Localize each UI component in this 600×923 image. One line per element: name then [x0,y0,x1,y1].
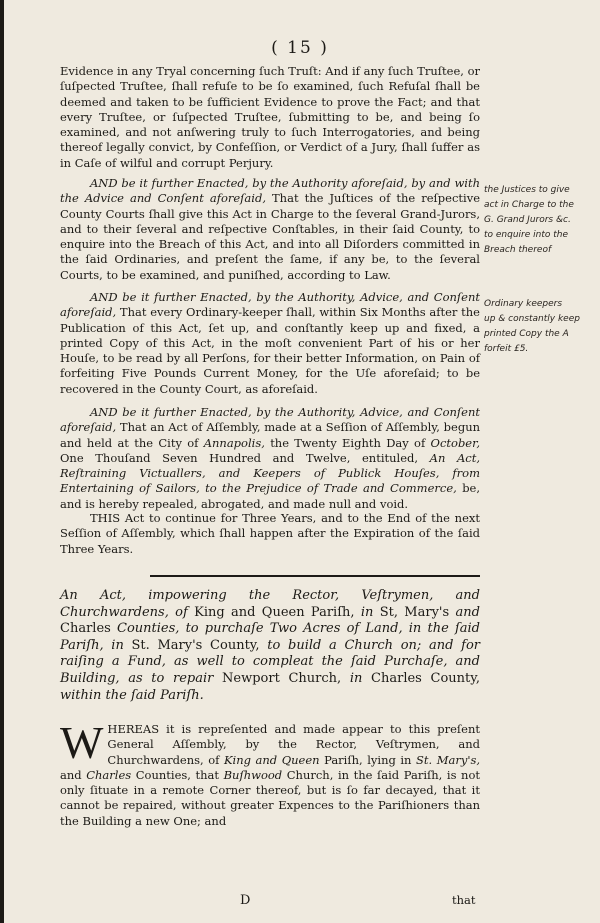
enacting-clause: AND be it further Enacted, by the Authority, Advice, and Conſent aforeſaid, [60,405,480,435]
binding-edge [0,0,4,923]
small-caps-lead: HEREAS [107,722,160,736]
parish-name: King and Queen [223,752,320,767]
enacting-clause: AND be it further Enacted, by the Authority, Advice, and Conſent aforeſaid, [60,290,480,320]
county-name: St. Mary's County, [131,637,260,653]
paragraph-text: Church, in the ſaid Pariſh, is not only ſituate in a remote Corner thereof, but is ſo far decayed, that it cannot be repaired, without greater Expences to the Pariſhioners than the Building a new One; and [60,767,480,828]
paragraph-continuance [60,511,480,557]
paragraph-whereas [60,717,481,829]
margin-note-line: act in Charge to the [484,200,574,210]
paragraph-repeal [60,405,480,512]
heading-text: within the ſaid Pariſh. [60,687,204,703]
paragraph-text: be, and is hereby repealed, abrogated, and made null and void. [60,481,481,511]
enacting-clause: AND be it further Enacted, by the Authority aforeſaid, by and with the Advice and Conſent aforeſaid, [60,176,480,206]
handwritten-margin-note-ordinary [484,297,598,357]
paragraph-text: it is repreſented and made appear to this preſent General Aſſembly, by the Rector, Veſtrymen, and Churchwardens, of [107,722,481,767]
paragraph-ordinary-keeper [60,290,480,397]
page-number: ( 15 ) [271,38,329,58]
paragraph-text: That every Ordinary-keeper ſhall, within Six Months after the Publication of this Act, ſet up, and conſtantly keep up and fixed, a printed Copy of this Act, in the moſt convenient Part of his or her Houſe, to be read by all Perſons, for their better Information, on Pain of forfeiting Five Pounds Current Money, for the Uſe aforeſaid; to be recovered in the County Court, as aforeſaid. [60,305,480,396]
margin-note-line: the Justices to give [484,185,570,195]
county-name: St. Mary's, [416,752,481,767]
paragraph-text: That an Act of Aſſembly, made at a Seſſion of Aſſembly, begun and held at the City of [60,420,481,450]
margin-note-line: up & constantly keep [484,314,580,324]
county-name: Charles [60,621,111,637]
city-name: Annapolis, [203,435,265,450]
margin-note-line: printed Copy the A [484,329,569,339]
paragraph-text: That the Juſtices of the reſpective County Courts ſhall give this Act in Charge to the ſeveral Grand-Jurors, and to their ſeveral and reſpective Conſtables, in their ſaid County, to enquire into the Breach of this Act, and into all Diſorders committed in the ſaid Ordinaries, and preſent the ſame, if any be, to the ſeveral Courts, to be examined, and puniſhed, according to Law. [60,191,480,282]
parish-name: King and Queen Pariſh, [194,604,355,620]
heading-text: in [349,670,363,686]
margin-note-line: to enquire into the [484,230,569,240]
paragraph-text: Act to continue for Three Years, and to the End of the next Seſſion of Aſſembly, which ſhall happen after the Expiration of the ſaid Three Years. [60,511,481,556]
heading-text: An Act, impowering the Rector, Veſtrymen, and Churchwardens, of [60,588,480,620]
drop-cap: W [60,717,104,768]
paragraph-text: One Thouſand Seven Hundred and Twelve, entituled, [60,450,419,465]
margin-note-line: Ordinary keepers [484,299,563,309]
heading-text: Counties, to purchaſe Two Acres of Land, in the ſaid Pariſh, in [60,621,480,653]
county-name: St, Mary's [379,604,450,620]
county-name: Charles [86,767,132,782]
paragraph-justices-charge [60,176,480,283]
heading-text: and [455,604,480,620]
act-heading [60,588,480,704]
heading-text: to build a Church on; and for raiſing a Fund, as well to compleat the ſaid Purchaſe, and Building, as to repair [60,637,480,686]
margin-note-line: G. Grand Jurors &c. [484,215,571,225]
paragraph-text: Evidence in any Tryal concerning ſuch Truſt: And if any ſuch Truſtee, or ſuſpected Truſtee, ſhall refuſe to be ſo examined, ſuch Refuſal ſhall be deemed and taken to be ſufficient Evidence to prove the Fact; and that every Truſtee, or ſuſpected Truſtee, ſubmitting to be, and being ſo examined, and not anſwering truly to ſuch Interrogatories, and being thereof legally convict, by Confeſſion, or Verdict of a Jury, ſhall ſuffer as in Caſe of wilful and corrupt Perjury. [60,64,480,170]
repealed-act-title: An Act, Reſtraining Victuallers, and Keepers of Publick Houſes, from Entertaining of Sailors, to the Prejudice of Trade and Commerce, [60,450,480,496]
signature-mark: D [240,893,252,908]
margin-note-line: Breach thereof [484,245,552,255]
paragraph-trustee-evidence [60,64,480,171]
small-caps-lead: THIS [90,511,121,525]
paragraph-text: Pariſh, lying in [324,752,412,767]
paragraph-text: the Twenty Eighth Day of [270,435,426,450]
paragraph-text: and [60,767,82,782]
church-name: Newport Church, [222,670,342,686]
church-name: Buſhwood [223,767,283,782]
catchword: that [452,893,476,907]
margin-note-line: forfeit £5. [484,344,529,354]
month-name: October, [430,435,481,450]
heading-text: in [360,604,374,620]
section-divider [150,575,480,577]
county-name: Charles County, [371,670,481,686]
paragraph-text: Counties, that [135,767,220,782]
handwritten-margin-note-justices [484,183,598,258]
